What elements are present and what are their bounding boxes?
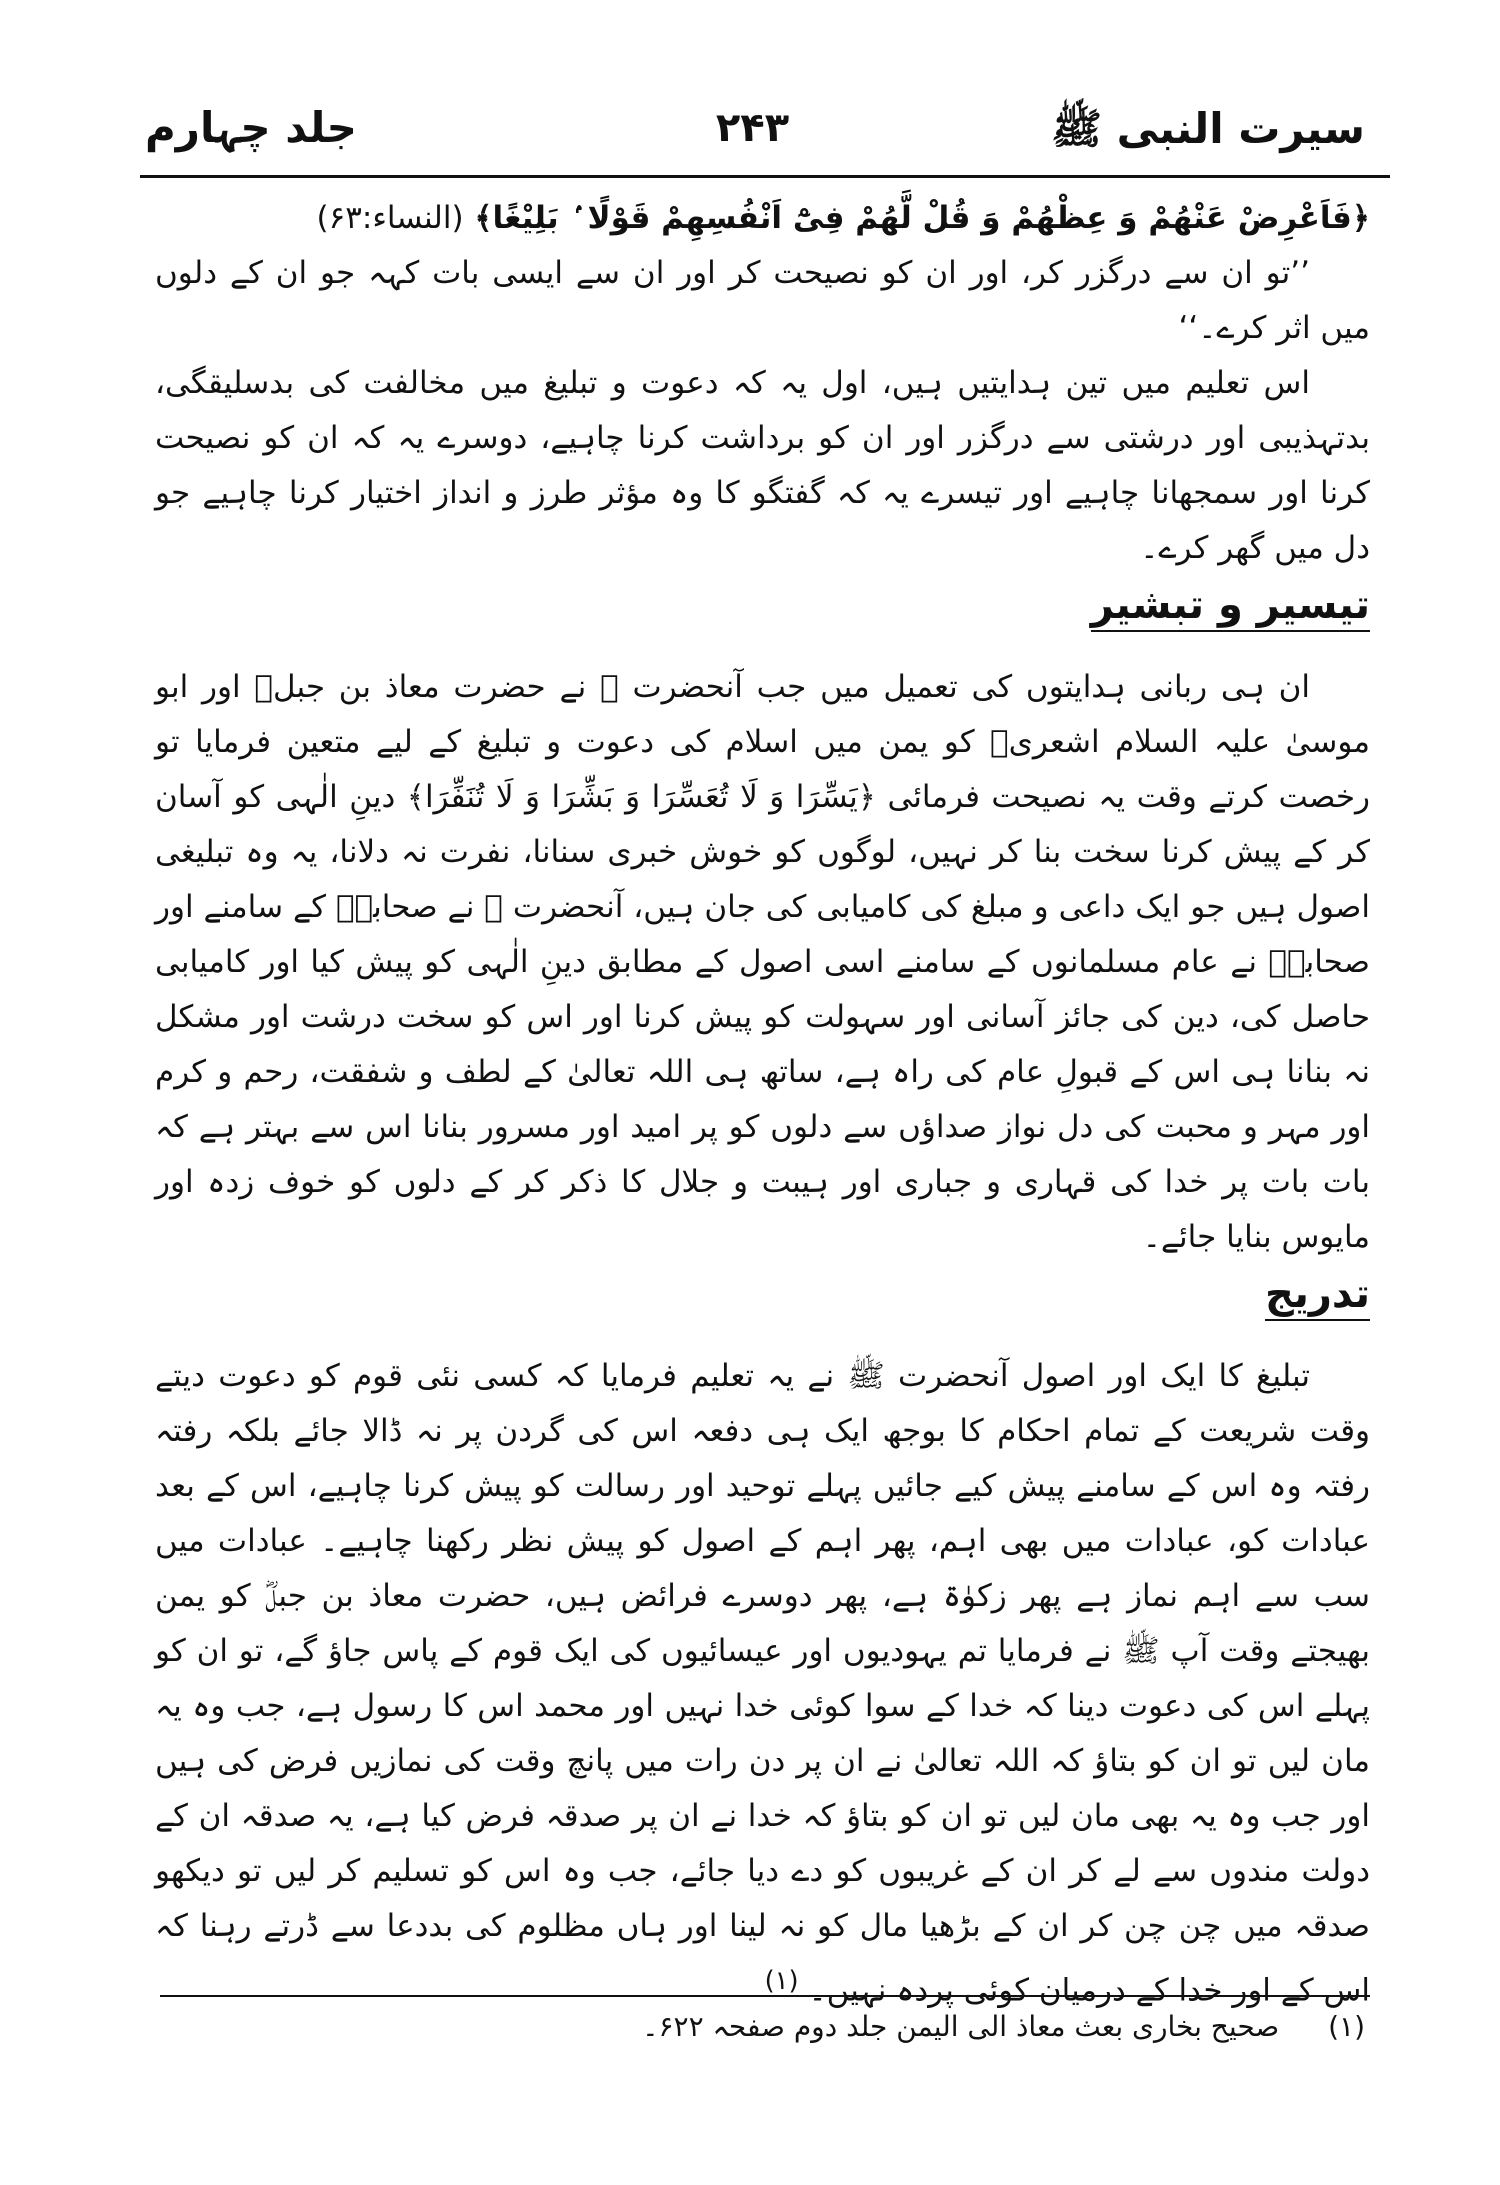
section-heading-tadreej: تدریج — [1265, 1271, 1370, 1321]
verse-translation: ’’تو ان سے درگزر کر، اور ان کو نصیحت کر اور ان سے ایسی بات کہہ جو ان کے دلوں میں اثر کرے۔‘‘ — [155, 255, 1370, 346]
section-paragraph-text: تبلیغ کا ایک اور اصول آنحضرت ﷺ نے یہ تعلیم فرمایا کہ کسی نئی قوم کو دعوت دیتے وقت شریعت کے تمام احکام کا بوجھ ایک ہی دفعہ اس کی گردن پر نہ ڈالا جائے بلکہ رفتہ رفتہ وہ اس کے سامنے پیش کیے جائیں پہلے توحید اور رسالت کو پیش کرنا چاہیے، اس کے بعد عبادات کو، عبادات میں بھی اہم، پھر اہم کے اصول کو پیش نظر رکھنا چاہیے۔ عبادات میں سب سے اہم نماز ہے پھر زکوٰۃ ہے، پھر دوسرے فرائض ہیں، حضرت معاذ بن جبلؓ کو یمن بھیجتے وقت آپ ﷺ نے فرمایا تم یہودیوں اور عیسائیوں کی ایک قوم کے پاس جاؤ گے، تو ان کو پہلے اس کی دعوت دینا کہ خدا کے سوا کوئی خدا نہیں اور محمد اس کا رسول ہے، جب وہ یہ مان لیں تو ان کو بتاؤ کہ اللہ تعالیٰ نے ان پر دن رات میں پانچ وقت کی نمازیں فرض کی ہیں اور جب وہ یہ بھی مان لیں تو ان کو بتاؤ کہ خدا نے ان پر صدقہ فرض کیا ہے، یہ صدقہ ان کے دولت مندوں سے لے کر ان کے غریبوں کو دے دیا جائے، جب وہ اس کو تسلیم کر لیں تو دیکھو صدقہ میں چن چن کر ان کے بڑھیا مال کو نہ لینا اور ہاں مظلوم کی بددعا سے ڈرتے رہنا کہ اس کے اور خدا کے درمیان کوئی پردہ نہیں۔ — [155, 1358, 1370, 2009]
header-divider — [140, 175, 1390, 178]
section-paragraph-tadreej — [155, 1349, 1370, 2018]
book-title: سیرت النبی ﷺ — [1051, 104, 1365, 153]
page-body — [155, 190, 1370, 2018]
section-paragraph-tayseer: ان ہی ربانی ہدایتوں کی تعمیل میں جب آنحضرت ﷺ نے حضرت معاذ بن جبلؓ اور ابو موسیٰ علیہ السلام اشعریؓ کو یمن میں اسلام کی دعوت و تبلیغ کے لیے متعین فرمایا تو رخصت کرتے وقت یہ نصیحت فرمائی ﴿یَسِّرَا وَ لَا تُعَسِّرَا وَ بَشِّرَا وَ لَا تُنَفِّرَا﴾ دینِ الٰہی کو آسان کر کے پیش کرنا سخت بنا کر نہیں، لوگوں کو خوش خبری سنانا، نفرت نہ دلانا، یہ وہ تبلیغی اصول ہیں جو ایک داعی و مبلغ کی کامیابی کی جان ہیں، آنحضرت ﷺ نے صحابہؓ کے سامنے اور صحابہؓ نے عام مسلمانوں کے سامنے اسی اصول کے مطابق دینِ الٰہی کو پیش کیا اور کامیابی حاصل کی، دین کی جائز آسانی اور سہولت کو پیش کرنا اور اس کو سخت درشت اور مشکل نہ بنانا ہی اس کے قبولِ عام کی راہ ہے، ساتھ ہی اللہ تعالیٰ کے لطف و شفقت، رحم و کرم اور مہر و محبت کی دل نواز صداؤں سے دلوں کو پر امید اور مسرور بنانا اس سے بہتر ہے کہ بات بات پر خدا کی قہاری و جباری اور ہیبت و جلال کا ذکر کر کے دلوں کو خوف زدہ اور مایوس بنایا جائے۔ — [155, 669, 1371, 1255]
verse-text: ﴿فَاَعْرِضْ عَنْهُمْ وَ عِظْهُمْ وَ قُلْ لَّهُمْ فِیْٓ اَنْفُسِهِمْ قَوْلًا ۢ بَلِیْغًا﴾ — [474, 200, 1370, 236]
footnote — [642, 2010, 1365, 2043]
footnote-marker: (۱) — [764, 1966, 799, 1996]
page-number: ۲۴۳ — [715, 105, 790, 151]
quran-verse — [155, 190, 1370, 246]
section-heading-wrap — [155, 576, 1370, 660]
section-heading-tayseer: تیسیر و تبشیر — [1091, 582, 1370, 632]
volume-label: جلد چہارم — [145, 103, 357, 152]
footnote-text: صحیح بخاری بعث معاذ الی الیمن جلد دوم صفحہ ۶۲۲۔ — [642, 2010, 1280, 2043]
intro-paragraph: اس تعلیم میں تین ہدایتیں ہیں، اول یہ کہ دعوت و تبلیغ میں مخالفت کی بدسلیقگی، بدتہذیبی اور درشتی سے درگزر اور ان کو برداشت کرنا چاہیے، دوسرے یہ کہ ان کو نصیحت کرنا اور سمجھانا چاہیے اور تیسرے یہ کہ گفتگو کا وہ مؤثر طرز و انداز اختیار کرنا چاہیے جو دل میں گھر کرے۔ — [155, 365, 1370, 566]
page-header — [120, 95, 1385, 175]
verse-reference: (النساء:۶۳) — [316, 200, 464, 236]
footnote-number: (۱) — [1328, 2010, 1365, 2043]
footnote-divider — [160, 1995, 1370, 1997]
section-heading-wrap — [155, 1265, 1370, 1349]
